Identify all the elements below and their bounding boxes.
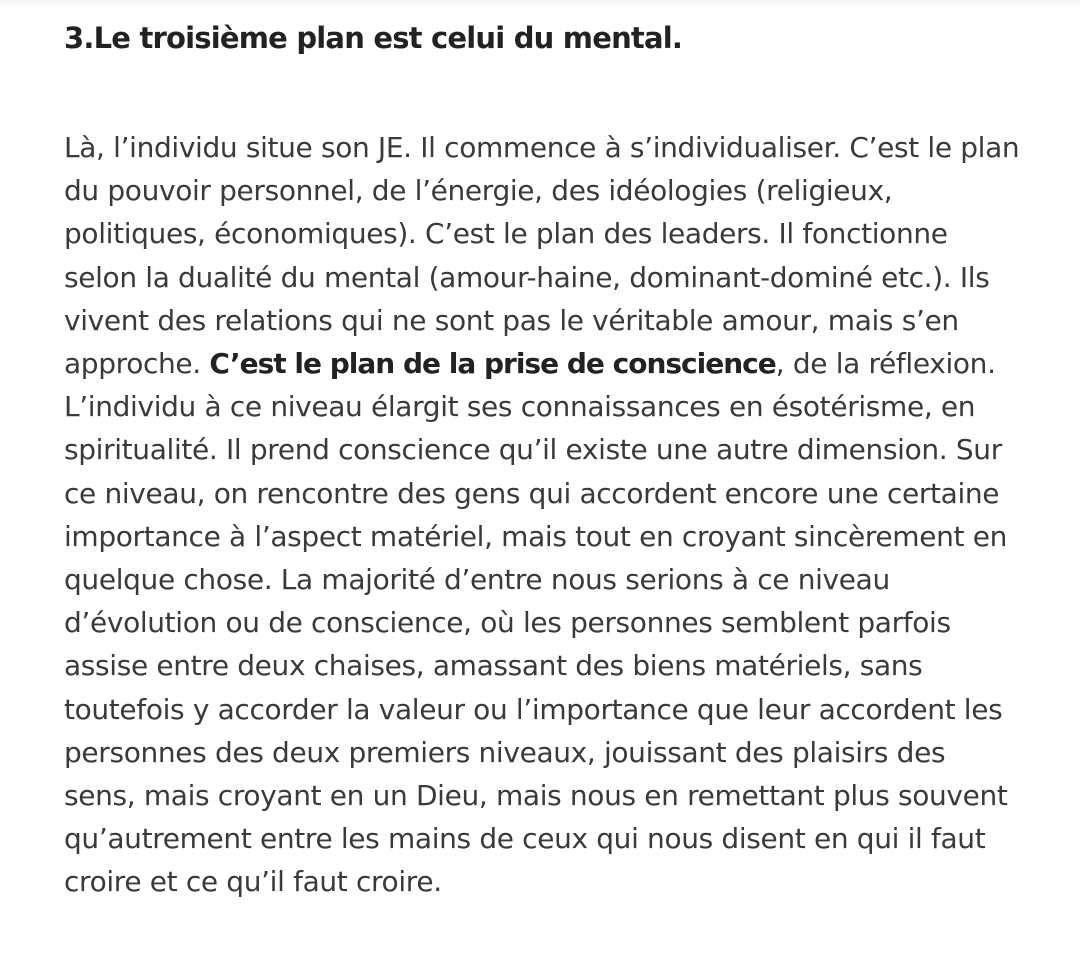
section-heading: 3.Le troisième plan est celui du mental. — [64, 21, 683, 55]
paragraph-emphasis: C’est le plan de la prise de conscience — [209, 347, 776, 381]
paragraph-text-after: , de la réflexion. L’individu à ce niveau élargit ses connaissances en ésotérisme, en spiritualité. Il prend conscience qu’il existe une autre dimension. Sur ce niveau, on rencontre des gens qui accordent encore une certaine importance à l’aspect matériel, mais tout en croyant sincèrement en quelque chose. La majorité d’entre nous serions à ce niveau d’évolution ou de conscience, où les personnes semblent parfois assise entre deux chaises, amassant des biens matériels, sans toutefois y accorder la valeur ou l’importance que leur accordent les personnes des deux premiers niveaux, jouissant des plaisirs des sens, mais croyant en un Dieu, mais nous en remettant plus souvent qu’autrement entre les mains de ceux qui nous disent en qui il faut croire et ce qu’il faut croire. — [64, 347, 1008, 899]
paragraph-text-before: Là, l’individu situe son JE. Il commence à s’individualiser. C’est le plan du pouvoir personnel, de l’énergie, des idéologies (religieux, politiques, économiques). C’est le plan des leaders. Il fonctionne selon la dualité du mental (amour-haine, dominant-dominé etc.). Ils vivent des relations qui ne sont pas le véritable amour, mais s’en approche. — [64, 131, 1020, 381]
article-paragraph — [64, 126, 1020, 904]
top-shadow — [0, 0, 1080, 6]
